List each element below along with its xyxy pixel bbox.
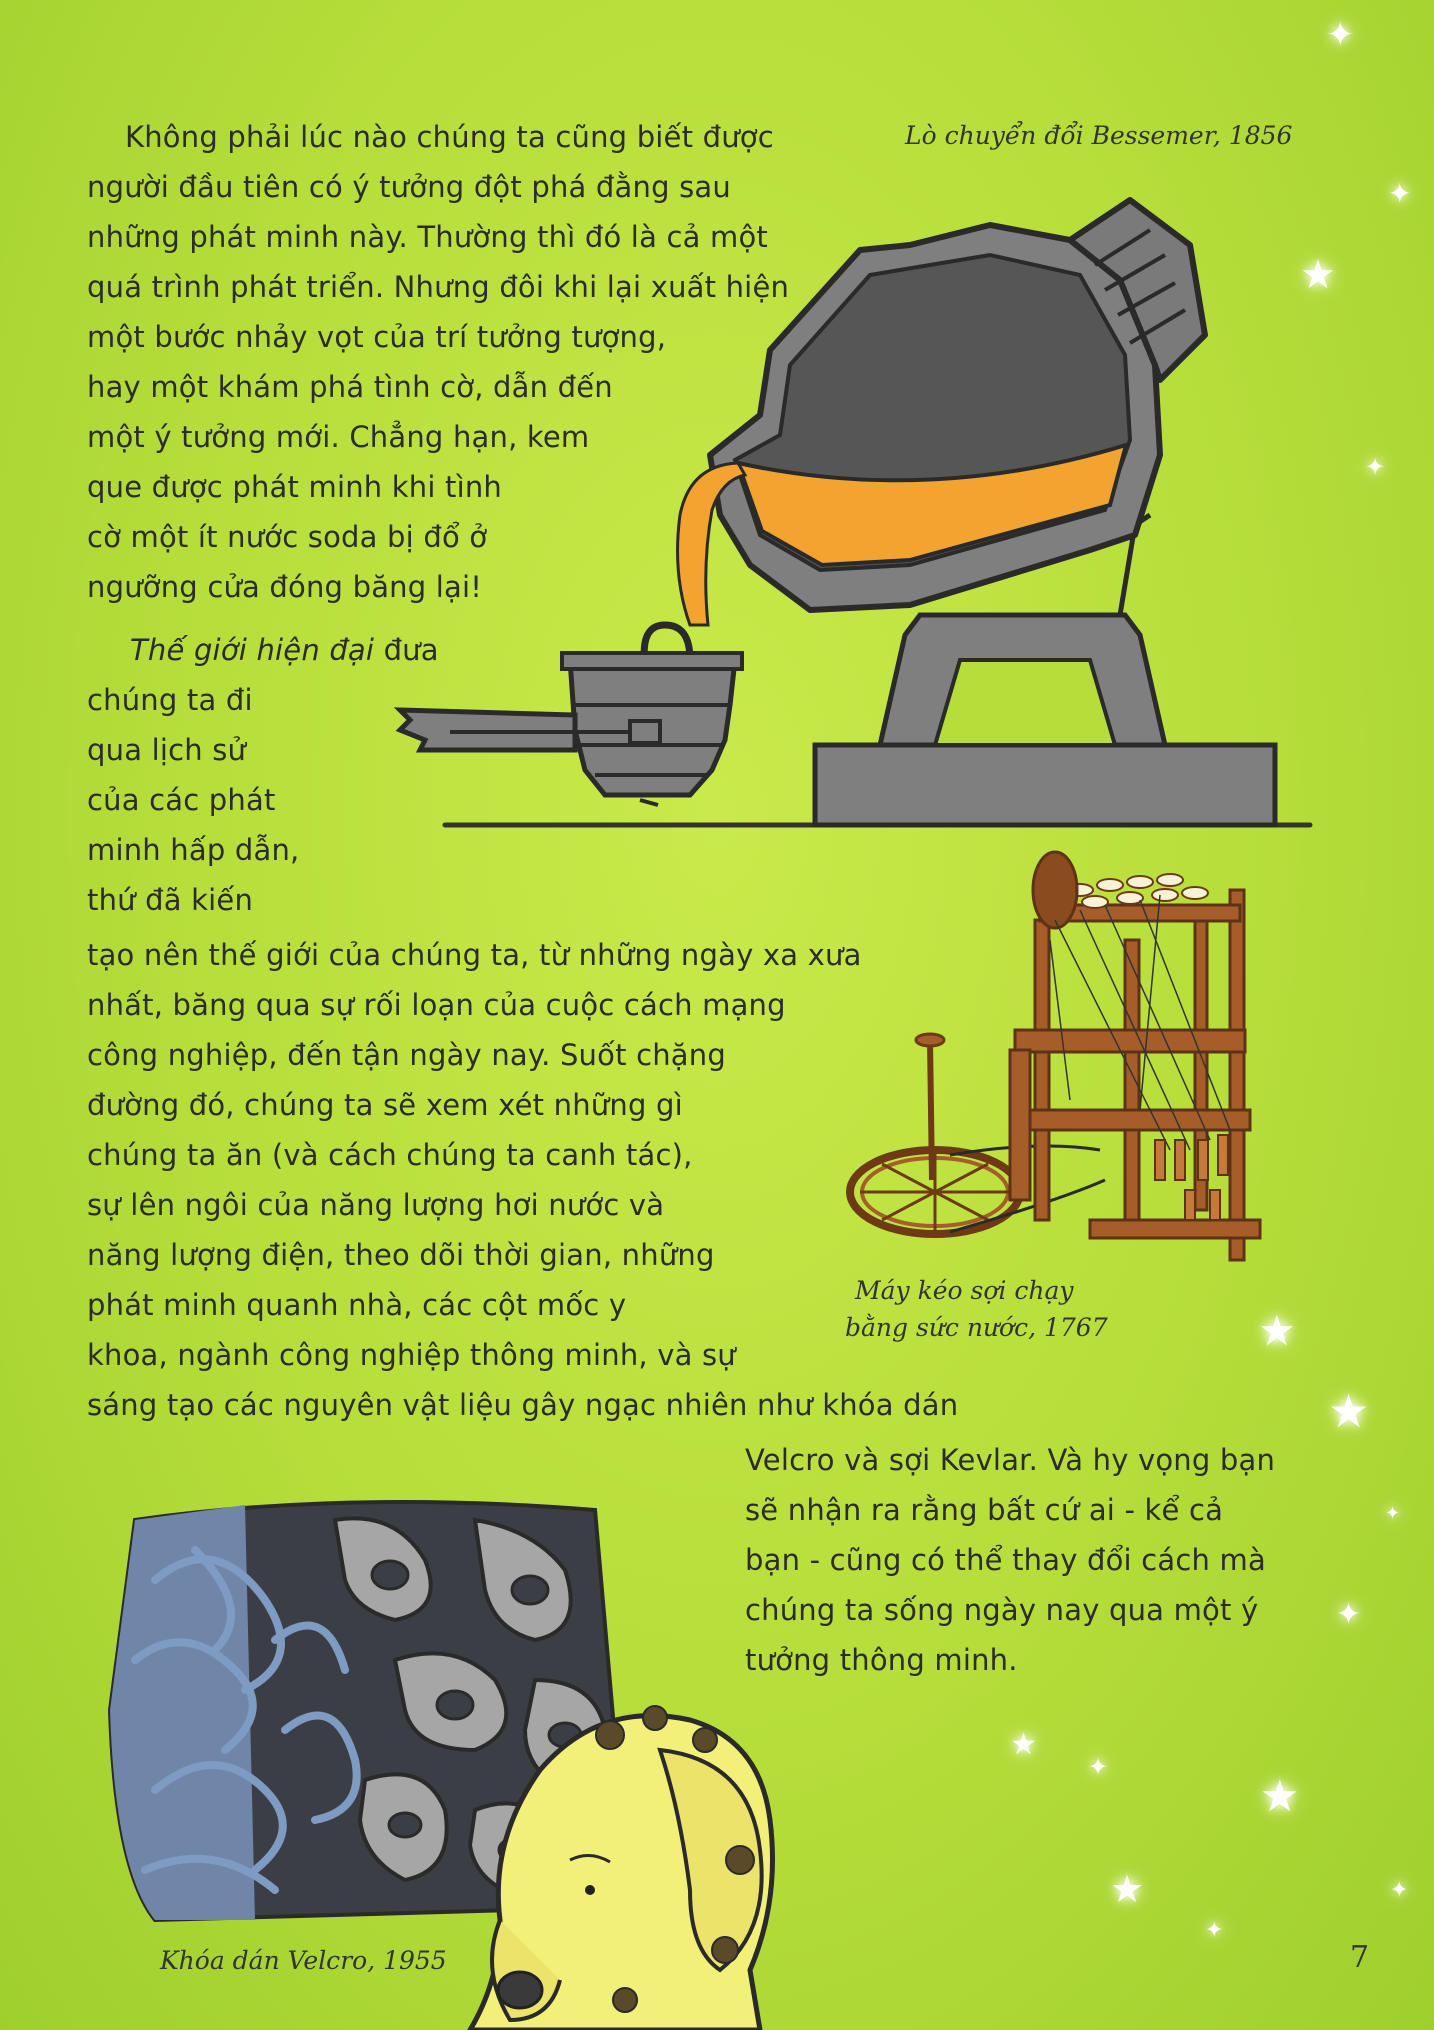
body-text-line: quá trình phát triển. Nhưng đôi khi lại xuất hiện bbox=[87, 270, 790, 304]
body-text-line: qua lịch sử bbox=[87, 733, 247, 767]
body-text-line: sẽ nhận ra rằng bất cứ ai - kể cả bbox=[745, 1493, 1224, 1527]
body-text-line: người đầu tiên có ý tưởng đột phá đằng sau bbox=[87, 170, 731, 204]
caption-bessemer: Lò chuyển đổi Bessemer, 1856 bbox=[905, 121, 1293, 150]
body-text-line: công nghiệp, đến tận ngày nay. Suốt chặng bbox=[87, 1038, 726, 1072]
body-text-line: minh hấp dẫn, bbox=[87, 833, 300, 867]
italic-title: Thế giới hiện đại bbox=[130, 633, 375, 667]
page-number: 7 bbox=[1350, 1940, 1370, 1975]
body-text-line: que được phát minh khi tình bbox=[87, 470, 503, 504]
body-text-line: một bước nhảy vọt của trí tưởng tượng, bbox=[87, 320, 667, 354]
star-icon: ★ bbox=[1328, 1384, 1370, 1438]
star-icon: ✦ bbox=[1365, 453, 1386, 481]
body-text-fragment: đưa bbox=[374, 633, 439, 667]
star-icon: ★ bbox=[1110, 1867, 1145, 1911]
body-text-line: năng lượng điện, theo dõi thời gian, những bbox=[87, 1238, 715, 1272]
body-text-line: hay một khám phá tình cờ, dẫn đến bbox=[87, 370, 613, 404]
water-frame-illustration bbox=[840, 850, 1270, 1270]
star-icon: ✦ bbox=[1385, 1503, 1401, 1524]
star-icon: ★ bbox=[1258, 1306, 1296, 1355]
body-text-line: một ý tưởng mới. Chẳng hạn, kem bbox=[87, 420, 590, 454]
body-text-line: sáng tạo các nguyên vật liệu gây ngạc nhiên như khóa dán bbox=[87, 1388, 959, 1422]
dog-illustration bbox=[460, 1690, 790, 2030]
body-text-line: sự lên ngôi của năng lượng hơi nước và bbox=[87, 1188, 665, 1222]
star-icon: ✦ bbox=[1205, 1918, 1224, 1943]
body-text-line: chúng ta sống ngày nay qua một ý bbox=[745, 1593, 1259, 1627]
body-text-line: cờ một ít nước soda bị đổ ở bbox=[87, 520, 488, 554]
body-text-line: tạo nên thế giới của chúng ta, từ những ngày xa xưa bbox=[87, 938, 862, 972]
body-text-line: thứ đã kiến bbox=[87, 883, 254, 917]
star-icon: ★ bbox=[1010, 1727, 1037, 1762]
star-icon: ✦ bbox=[1326, 15, 1355, 55]
body-text-line: phát minh quanh nhà, các cột mốc y bbox=[87, 1288, 627, 1322]
body-text-line: khoa, ngành công nghiệp thông minh, và sự bbox=[87, 1338, 736, 1372]
caption-water-frame: Máy kéo sợi chạy bbox=[855, 1276, 1074, 1305]
star-icon: ✦ bbox=[1390, 1878, 1409, 1903]
body-text-line bbox=[130, 625, 439, 675]
body-text-line: chúng ta đi bbox=[87, 683, 253, 717]
body-text-line: ngưỡng cửa đóng băng lại! bbox=[87, 570, 483, 604]
body-text-line: tưởng thông minh. bbox=[745, 1643, 1018, 1677]
star-icon: ✦ bbox=[1336, 1597, 1362, 1632]
caption-velcro: Khóa dán Velcro, 1955 bbox=[160, 1946, 447, 1975]
body-text-line: những phát minh này. Thường thì đó là cả một bbox=[87, 220, 768, 254]
star-icon: ★ bbox=[1260, 1771, 1300, 1822]
body-text-line: nhất, băng qua sự rối loạn của cuộc cách mạng bbox=[87, 988, 786, 1022]
star-icon: ★ bbox=[1300, 252, 1336, 298]
body-text-line: bạn - cũng có thể thay đổi cách mà bbox=[745, 1543, 1266, 1577]
body-text-line: chúng ta ăn (và cách chúng ta canh tác), bbox=[87, 1138, 693, 1172]
star-icon: ✦ bbox=[1088, 1753, 1109, 1781]
body-text-line: Velcro và sợi Kevlar. Và hy vọng bạn bbox=[745, 1443, 1276, 1477]
body-text-line: đường đó, chúng ta sẽ xem xét những gì bbox=[87, 1088, 683, 1122]
body-text-line: của các phát bbox=[87, 783, 276, 817]
body-text-line: Không phải lúc nào chúng ta cũng biết được bbox=[125, 120, 774, 154]
star-icon: ✦ bbox=[1388, 177, 1412, 210]
caption-water-frame: bằng sức nước, 1767 bbox=[845, 1313, 1108, 1342]
